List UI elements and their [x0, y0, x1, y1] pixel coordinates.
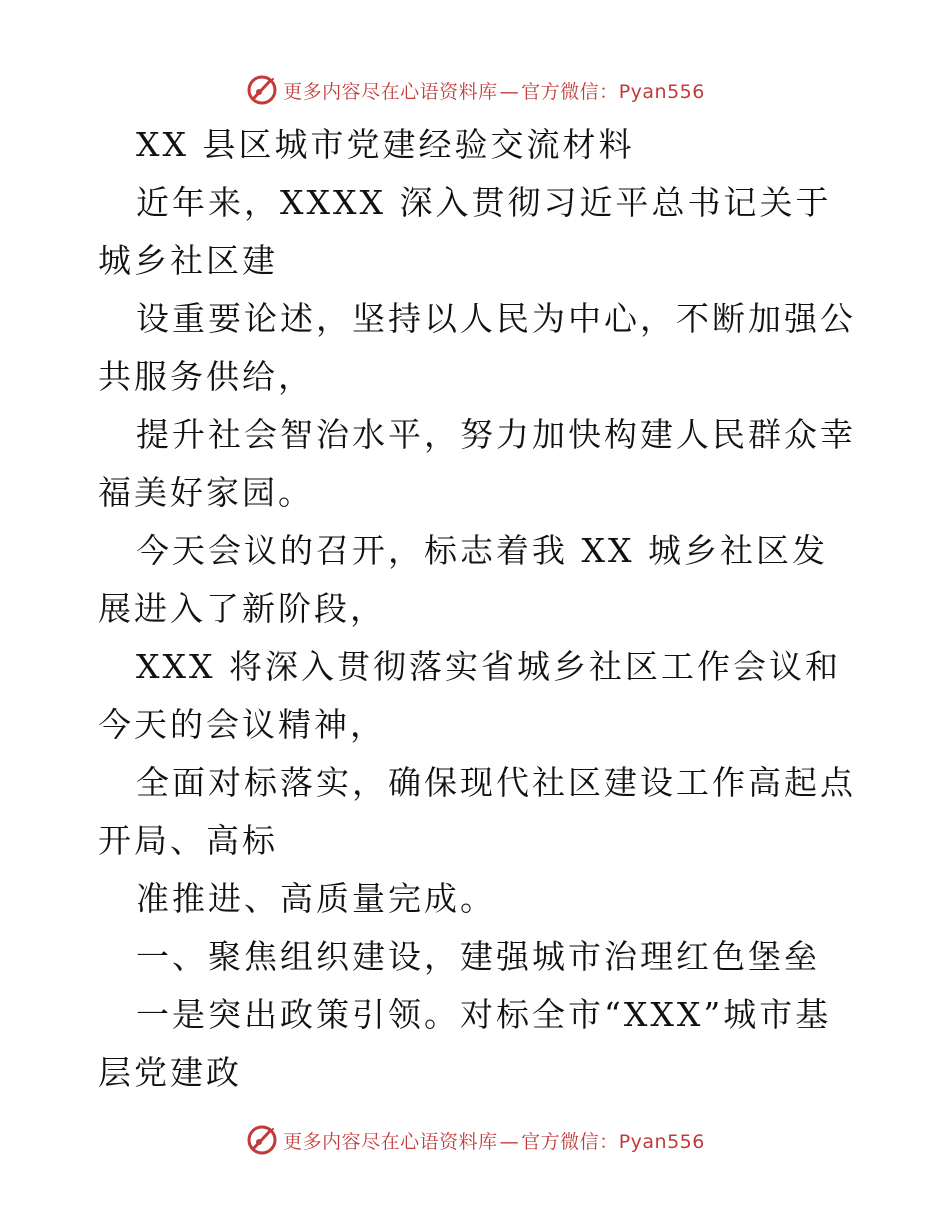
header-banner-main: 更多内容尽在心语资料库: [283, 80, 498, 103]
paragraph-3: 提升社会智治水平，努力加快构建人民群众幸福美好家园。: [98, 415, 856, 512]
footer-banner-id: Pyan556: [618, 1130, 705, 1153]
paragraph-6: 全面对标落实，确保现代社区建设工作高起点开局、高标: [98, 763, 856, 860]
paragraph-2: 设重要论述，坚持以人民为中心，不断加强公共服务供给，: [98, 299, 856, 396]
paragraph-4: 今天会议的召开，标志着我 XX 城乡社区发展进入了新阶段，: [98, 531, 828, 628]
paragraph-9: 一是突出政策引领。对标全市“XXX”城市基层党建政: [98, 995, 832, 1092]
document-body: [98, 116, 858, 1102]
header-banner-sep: —: [499, 80, 520, 103]
footer-banner-wechat: 官方微信：: [521, 1130, 619, 1153]
footer-banner-text: [283, 1127, 705, 1154]
footer-banner: [0, 1118, 950, 1162]
pen-logo-icon: [245, 73, 279, 107]
section-heading-1: 一、聚焦组织建设，建强城市治理红色堡垒: [136, 937, 820, 976]
pen-logo-icon: [245, 1123, 279, 1157]
paragraph-7: 准推进、高质量完成。: [136, 879, 496, 918]
footer-banner-main: 更多内容尽在心语资料库: [283, 1130, 498, 1153]
document-title: XX 县区城市党建经验交流材料: [136, 125, 635, 164]
header-banner: [0, 68, 950, 112]
paragraph-1: 近年来，XXXX 深入贯彻习近平总书记关于城乡社区建: [98, 183, 832, 280]
header-banner-id: Pyan556: [618, 80, 705, 103]
header-banner-wechat: 官方微信：: [521, 80, 619, 103]
header-banner-text: [283, 77, 705, 104]
footer-banner-sep: —: [499, 1130, 520, 1153]
paragraph-5: XXX 将深入贯彻落实省城乡社区工作会议和今天的会议精神，: [98, 647, 841, 744]
